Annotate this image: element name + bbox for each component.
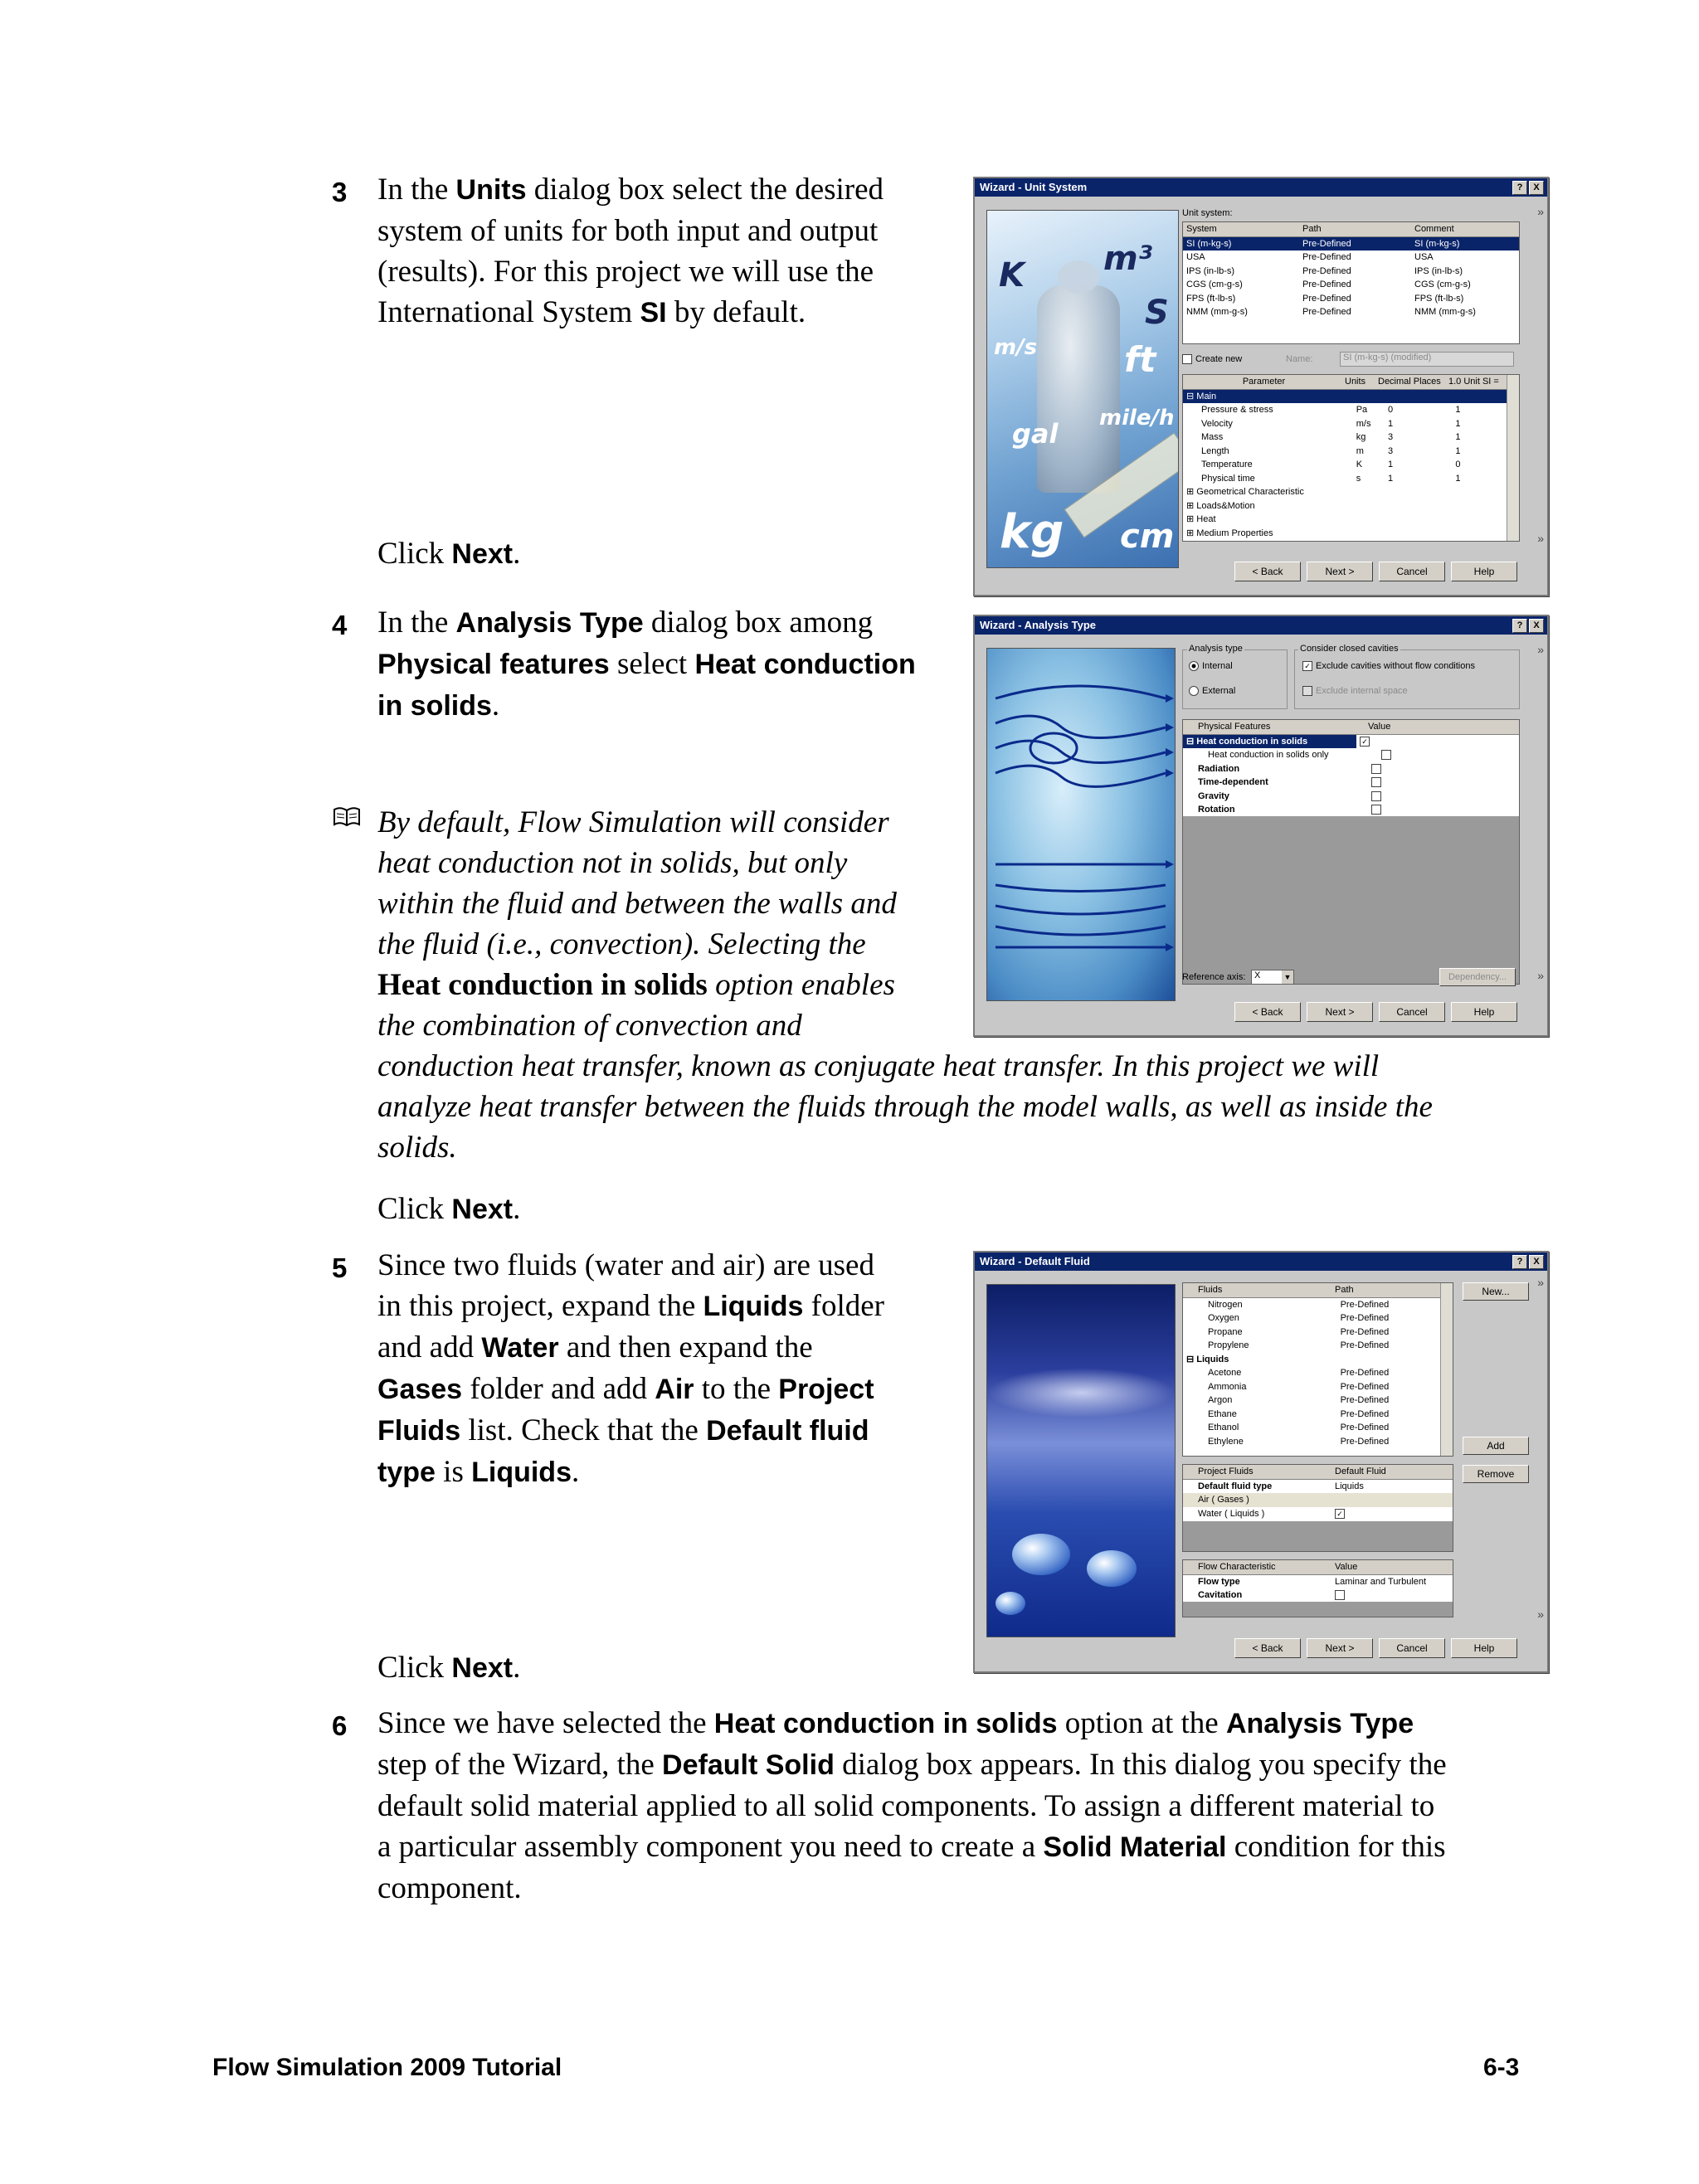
table-row[interactable]: Cavitation [1183, 1588, 1453, 1603]
unit-system-list[interactable] [1182, 221, 1520, 344]
table-row[interactable]: Flow type Laminar and Turbulent [1198, 1576, 1427, 1587]
exclude-internal-checkbox[interactable]: Exclude internal space [1302, 686, 1408, 696]
list-item[interactable]: Oxygen Pre-Defined [1208, 1313, 1390, 1323]
table-row[interactable]: Pressure & stress Pa 0 1 [1201, 405, 1461, 415]
close-button[interactable]: X [1529, 619, 1544, 633]
reference-axis-select[interactable]: X ▼ [1251, 970, 1294, 985]
table-row[interactable]: Radiation [1183, 762, 1519, 776]
step-4-text: In the Analysis Type dialog box among Physical features select Heat conduction in solids. [377, 606, 916, 722]
cancel-button[interactable]: Cancel [1379, 1002, 1445, 1022]
page-number: 6-3 [1483, 2054, 1520, 2081]
book-icon [333, 806, 361, 828]
empty-area [1183, 1521, 1453, 1551]
step-number: 6 [332, 1710, 348, 1741]
back-button[interactable]: < Back [1234, 1638, 1301, 1658]
unit-label: cm [1120, 518, 1175, 556]
table-row[interactable]: Velocity m/s 1 1 [1201, 418, 1461, 429]
list-item[interactable]: Ethylene Pre-Defined [1208, 1436, 1390, 1447]
project-fluids-table[interactable] [1182, 1464, 1453, 1552]
add-fluid-button[interactable]: Add [1463, 1437, 1529, 1455]
parameters-table[interactable] [1182, 374, 1520, 542]
list-item[interactable]: Acetone Pre-Defined [1208, 1368, 1390, 1378]
chevron-down-icon: ▼ [1282, 970, 1293, 984]
scrollbar[interactable] [1440, 1283, 1453, 1456]
new-fluid-button[interactable]: New... [1463, 1282, 1529, 1301]
water-drops-illustration [986, 1284, 1176, 1637]
unit-label: m³ [1103, 240, 1153, 278]
list-header: Physical Features Value [1183, 720, 1519, 735]
table-row[interactable]: ⊞ Heat [1186, 514, 1216, 524]
step-3-text: In the Units dialog box select the desired system of units for both input and output (results). For this project we will use the International System SI by default. [377, 173, 884, 329]
expand-chevron-icon[interactable]: » [1537, 643, 1544, 656]
step-number: 4 [332, 610, 348, 640]
cancel-button[interactable]: Cancel [1379, 562, 1445, 581]
click-next-text: Click Next. [377, 1192, 521, 1226]
step-6-text: Since we have selected the Heat conduction in solids option at the Analysis Type step of the Wizard, the Default Solid dialog box appears. In this dialog you specify the default solid material applied to all solid components. To assign a different material to a particular assembly component you need to create a Solid Material condition for this component. [377, 1706, 1447, 1905]
name-input[interactable]: SI (m-kg-s) (modified) [1340, 352, 1514, 367]
list-header: Flow Characteristic Value [1183, 1560, 1453, 1575]
unit-system-label: Unit system: [1182, 208, 1233, 218]
empty-area [1183, 1602, 1453, 1617]
expand-chevron-icon[interactable]: » [1537, 532, 1544, 545]
internal-radio[interactable]: Internal [1189, 661, 1233, 671]
help-button[interactable]: Help [1451, 562, 1517, 581]
unit-label: K [999, 256, 1025, 294]
table-row[interactable]: Air ( Gases ) [1183, 1493, 1453, 1507]
analysis-type-group [1182, 649, 1288, 709]
table-row[interactable]: ⊞ Medium Properties [1186, 528, 1273, 538]
reference-axis-label: Reference axis: [1182, 972, 1246, 982]
table-row[interactable]: ⊟ Heat conduction in solids ✓ [1183, 735, 1519, 749]
table-row[interactable]: Rotation [1183, 803, 1519, 817]
name-label: Name: [1286, 354, 1313, 364]
table-row[interactable]: SI (m-kg-s) Pre-Defined SI (m-kg-s) [1183, 237, 1519, 251]
closed-cavities-label: Consider closed cavities [1300, 644, 1399, 654]
list-item[interactable]: Nitrogen Pre-Defined [1208, 1299, 1390, 1310]
list-item[interactable]: Ethane Pre-Defined [1208, 1408, 1390, 1419]
remove-fluid-button[interactable]: Remove [1463, 1465, 1529, 1483]
unit-system-dialog [973, 177, 1549, 596]
list-header: Fluids Path [1183, 1283, 1453, 1298]
empty-area [1183, 816, 1519, 984]
note-text: By default, Flow Simulation will consider heat conduction not in solids, but only within the fluid and between the walls and the fluid (i.e., convection). Selecting the Heat conduction in solids option enables the combination of convection and conduction heat transfer, known as conjugate heat transfer. In this project we will analyze heat transfer between the fluids through the model walls, as well as inside the solids. [377, 805, 1433, 1165]
list-header: Parameter Units Decimal Places 1.0 Unit SI = [1183, 375, 1519, 390]
table-row[interactable]: ⊞ Loads&Motion [1186, 500, 1255, 511]
table-row[interactable]: ⊞ Geometrical Characteristic [1186, 487, 1304, 497]
unit-label: mile/h [1099, 406, 1175, 430]
list-item[interactable]: Propylene Pre-Defined [1208, 1340, 1390, 1350]
help-button[interactable]: ? [1512, 619, 1527, 633]
table-row[interactable]: IPS (in-lb-s) Pre-Defined IPS (in-lb-s) [1186, 265, 1463, 276]
dependency-button[interactable]: Dependency... [1439, 968, 1516, 986]
next-button[interactable]: Next > [1307, 1002, 1373, 1022]
footer-title: Flow Simulation 2009 Tutorial [212, 2054, 562, 2081]
unit-label: m/s [994, 335, 1038, 360]
table-row[interactable]: Default fluid type Liquids [1198, 1481, 1364, 1491]
click-next-text: Click Next. [377, 1651, 521, 1685]
table-row[interactable]: NMM (mm-g-s) Pre-Defined NMM (mm-g-s) [1186, 307, 1476, 317]
table-row[interactable]: Gravity [1183, 790, 1519, 804]
help-button[interactable]: ? [1512, 1255, 1527, 1269]
list-item[interactable]: Argon Pre-Defined [1208, 1395, 1390, 1405]
table-row[interactable]: Temperature K 1 0 [1201, 460, 1461, 469]
flow-illustration [986, 648, 1176, 1001]
list-item[interactable]: Ammonia Pre-Defined [1208, 1381, 1390, 1392]
table-row[interactable]: ⊟ Main [1183, 390, 1519, 404]
dialog-title-bar: Wizard - Analysis Type ? X [975, 616, 1547, 635]
help-button[interactable]: ? [1512, 181, 1527, 195]
expand-chevron-icon[interactable]: » [1537, 969, 1544, 982]
unit-label: ft [1124, 339, 1156, 380]
close-button[interactable]: X [1529, 1255, 1544, 1269]
table-row[interactable]: Mass kg 3 1 [1201, 432, 1461, 442]
help-button[interactable]: Help [1451, 1002, 1517, 1022]
unit-label: S [1145, 294, 1169, 332]
list-item[interactable]: Ethanol Pre-Defined [1208, 1423, 1390, 1432]
analysis-type-dialog [973, 615, 1549, 1037]
table-row[interactable]: FPS (ft-lb-s) Pre-Defined FPS (ft-lb-s) [1186, 293, 1464, 304]
dialog-title-bar: Wizard - Unit System ? X [975, 178, 1547, 197]
analysis-type-label: Analysis type [1189, 644, 1243, 654]
expand-chevron-icon[interactable]: » [1537, 1276, 1544, 1289]
back-button[interactable]: < Back [1234, 562, 1301, 581]
create-new-checkbox[interactable]: Create new [1182, 354, 1242, 364]
scrollbar[interactable] [1507, 375, 1519, 541]
table-row[interactable]: CGS (cm-g-s) Pre-Defined CGS (cm-g-s) [1186, 280, 1471, 289]
table-row[interactable]: Physical time s 1 1 [1201, 473, 1461, 484]
units-illustration [986, 210, 1179, 568]
table-row[interactable]: Heat conduction in solids only [1183, 748, 1519, 762]
closed-cavities-group [1294, 649, 1520, 709]
table-row[interactable]: Length m 3 1 [1201, 445, 1461, 456]
next-button[interactable]: Next > [1307, 562, 1373, 581]
list-item[interactable]: ⊟ Liquids [1186, 1354, 1229, 1364]
close-button[interactable]: X [1529, 181, 1544, 195]
next-button[interactable]: Next > [1307, 1638, 1373, 1658]
fluids-list[interactable] [1182, 1282, 1453, 1457]
table-row[interactable]: Water ( Liquids ) ✓ [1183, 1507, 1453, 1521]
external-radio[interactable]: External [1189, 686, 1235, 696]
step-number: 3 [332, 177, 348, 207]
table-row[interactable]: Time-dependent [1183, 776, 1519, 790]
flow-characteristic-table[interactable] [1182, 1559, 1453, 1617]
unit-label: kg [1000, 505, 1064, 559]
unit-label: gal [1012, 418, 1059, 450]
physical-features-table[interactable] [1182, 719, 1520, 985]
step-5-text: Since two fluids (water and air) are used in this project, expand the Liquids folder and add Water and then expand the Gases folder and add Air to the Project Fluids list. Check that the Default fluid type is Liquids. [377, 1248, 885, 1489]
table-row[interactable]: USA Pre-Defined USA [1186, 252, 1434, 262]
list-item[interactable]: Propane Pre-Defined [1208, 1326, 1390, 1337]
list-header: Project Fluids Default Fluid [1183, 1465, 1453, 1480]
cancel-button[interactable]: Cancel [1379, 1638, 1445, 1658]
exclude-cavities-checkbox[interactable]: ✓ Exclude cavities without flow conditions [1302, 661, 1475, 671]
click-next-text: Click Next. [377, 537, 521, 571]
step-number: 5 [332, 1253, 348, 1283]
help-button[interactable]: Help [1451, 1638, 1517, 1658]
list-header: System Path Comment [1183, 222, 1519, 237]
dialog-title-bar: Wizard - Default Fluid ? X [975, 1253, 1547, 1271]
expand-chevron-icon[interactable]: » [1537, 1608, 1544, 1621]
back-button[interactable]: < Back [1234, 1002, 1301, 1022]
expand-chevron-icon[interactable]: » [1537, 205, 1544, 218]
default-fluid-dialog [973, 1251, 1549, 1673]
